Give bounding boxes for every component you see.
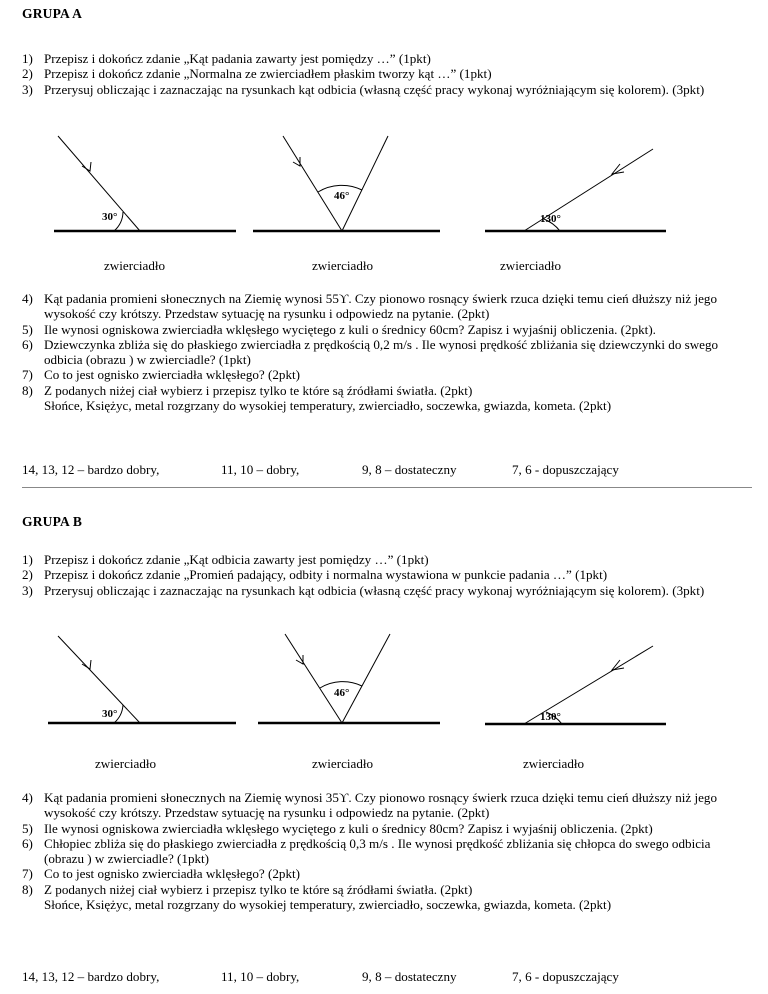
grade-item: 7, 6 - dopuszczający [512, 462, 619, 477]
grade-item: 7, 6 - dopuszczający [512, 969, 619, 984]
figure-2 [258, 634, 440, 723]
light-sources-list: Słońce, Księżyc, metal rozgrzany do wysokiej temperatury, zwierciadło, soczewka, gwiazda, kometa. (2pkt) [44, 897, 612, 913]
section-heading: GRUPA B [22, 514, 83, 529]
group-a-questions-4-8 [22, 291, 752, 413]
mirror-label: zwierciadło [312, 258, 374, 273]
question-8: 8) Z podanych niżej ciał wybierz i przepisz tylko te które są źródłami światła. (2pkt) [22, 382, 473, 398]
question-8: 8) Z podanych niżej ciał wybierz i przepisz tylko te które są źródłami światła. (2pkt) [22, 881, 473, 897]
reflected-ray [342, 136, 388, 231]
group-a-questions-1-3 [22, 51, 752, 97]
mirror-diagrams [0, 128, 768, 268]
question-5: 5) Ile wynosi ogniskowa zwierciadła wklęsłego wyciętego z kuli o średnicy 80cm? Zapisz i wyjaśnij obliczenia. (2pkt) [22, 820, 653, 836]
arrow-icon [82, 660, 91, 669]
grade-item: 11, 10 – dobry, [221, 969, 300, 984]
question-7: 7) Co to jest ognisko zwierciadła wklęsłego? (2pkt) [22, 866, 300, 882]
mirror-label: zwierciadło [104, 258, 166, 273]
mirror-label: zwierciadło [312, 756, 374, 771]
question-2: 2) Przepisz i dokończ zdanie „Promień padający, odbity i normalna wystawiona w punkcie padania …” (1pkt) [22, 567, 608, 583]
section-heading: GRUPA A [22, 6, 83, 21]
mirror-label: zwierciadło [500, 258, 562, 273]
group-b-figures [0, 628, 768, 771]
question-3: 3) Przerysuj obliczając i zaznaczając na rysunkach kąt odbicia (własną część pracy wykonaj wyróżniającym się kolorem). (3pkt) [22, 582, 705, 598]
group-b-questions-4-8 [22, 790, 752, 912]
group-a-figures [0, 128, 768, 273]
mirror-diagrams [0, 628, 768, 768]
incident-ray [283, 136, 342, 231]
question-6: 6) Chłopiec zbliża się do płaskiego zwierciadła z prędkością 0,3 m/s . Ile wynosi prędkość zbliżania się chłopca do swego odbicia (obrazu ) w zwierciadle? (1pkt) [22, 835, 711, 867]
incident-ray [58, 136, 140, 231]
angle-label: 130° [540, 213, 561, 225]
grade-item: 9, 8 – dostateczny [362, 462, 457, 477]
question-1: 1) Przepisz i dokończ zdanie „Kąt odbicia zawarty jest pomiędzy …” (1pkt) [22, 552, 429, 567]
mirror-label: zwierciadło [95, 756, 157, 771]
group-b-questions-1-3 [22, 552, 752, 598]
light-sources-list: Słońce, Księżyc, metal rozgrzany do wysokiej temperatury, zwierciadło, soczewka, gwiazda, kometa. (2pkt) [44, 398, 612, 414]
question-7: 7) Co to jest ognisko zwierciadła wklęsłego? (2pkt) [22, 367, 300, 383]
question-4: 4) Kąt padania promieni słonecznych na Ziemię wynosi 55ϒ. Czy pionowo rosnący świerk rzuca dzięki temu cień dłuższy niż jego wysokość czy krótszy. Przedstaw sytuację na rysunku i odpowiedz na pytanie. (2pkt) [22, 291, 718, 322]
question-5: 5) Ile wynosi ogniskowa zwierciadła wklęsłego wyciętego z kuli o średnicy 60cm? Zapisz i wyjaśnij obliczenia. (2pkt). [22, 321, 656, 337]
question-4: 4) Kąt padania promieni słonecznych na Ziemię wynosi 35ϒ. Czy pionowo rosnący świerk rzuca dzięki temu cień dłuższy niż jego wysokość czy krótszy. Przedstaw sytuację na rysunku i odpowiedz na pytanie. (2pkt) [22, 790, 718, 821]
reflected-ray [342, 634, 390, 723]
figure-1 [54, 136, 236, 231]
question-2: 2) Przepisz i dokończ zdanie „Normalna ze zwierciadłem płaskim tworzy kąt …” (1pkt) [22, 66, 492, 82]
mirror-label: zwierciadło [523, 756, 585, 771]
angle-label: 130° [540, 711, 561, 723]
figure-3 [485, 149, 666, 231]
angle-label: 30° [102, 708, 118, 720]
figure-3 [485, 646, 666, 724]
grade-item: 9, 8 – dostateczny [362, 969, 457, 984]
group-a-heading [22, 6, 752, 21]
grade-item: 11, 10 – dobry, [221, 462, 300, 477]
question-1: 1) Przepisz i dokończ zdanie „Kąt padania zawarty jest pomiędzy …” (1pkt) [22, 51, 431, 66]
figure-2 [253, 136, 440, 231]
incident-ray [285, 634, 342, 723]
grade-item: 14, 13, 12 – bardzo dobry, [22, 969, 160, 984]
angle-label: 46° [334, 190, 350, 202]
angle-label: 46° [334, 687, 350, 699]
question-3: 3) Przerysuj obliczając i zaznaczając na rysunkach kąt odbicia (własną część pracy wykonaj wyróżniającym się kolorem). (3pkt) [22, 81, 705, 97]
figure-1 [48, 636, 236, 723]
incident-ray [58, 636, 140, 723]
angle-label: 30° [102, 211, 118, 223]
grade-item: 14, 13, 12 – bardzo dobry, [22, 462, 160, 477]
group-b-heading [22, 514, 752, 529]
question-6: 6) Dziewczynka zbliża się do płaskiego zwierciadła z prędkością 0,2 m/s . Ile wynosi prędkość zbliżania się dziewczynki do swego odbicia (obrazu ) w zwierciadle? (1pkt) [22, 336, 719, 368]
section-divider [22, 487, 752, 488]
